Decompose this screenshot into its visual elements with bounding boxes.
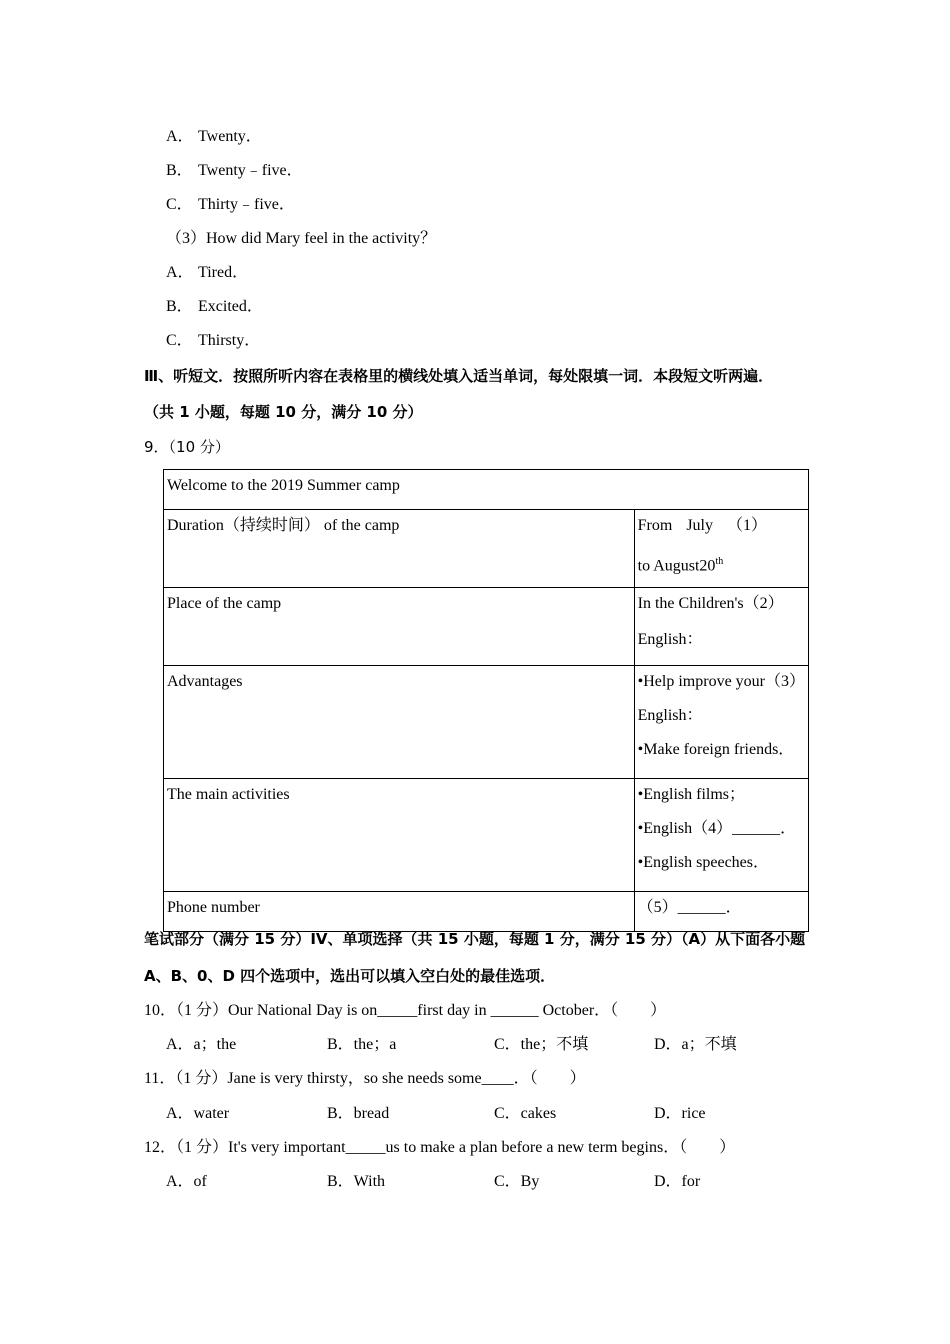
option-c — [166, 195, 295, 215]
choice-a: A．of — [166, 1173, 207, 1190]
option-text: Excited． — [198, 298, 263, 315]
question-stem: 12．（1 分）It's very important_____us to make a plan before a new term begins．（ ） — [144, 1139, 736, 1156]
choice-b: B．the；a — [327, 1036, 397, 1053]
cell-line: English： — [637, 707, 703, 724]
choice-d: D．a；不填 — [654, 1036, 737, 1053]
section-heading: 笔试部分（满分 15 分）IV、单项选择（共 15 小题，每题 1 分，满分 15 分）（A）从下面各小题 — [144, 930, 806, 948]
cell-text: to August20 — [637, 557, 716, 575]
option-label: B． — [166, 162, 193, 179]
sub-question-stem: （3）How did Mary feel in the activity？ — [166, 230, 437, 247]
option-label: C． — [166, 196, 193, 213]
question-number: 9．（10 分） — [144, 438, 230, 456]
section-instructions: A、B、0、D 四个选项中，选出可以填入空白处的最佳选项． — [144, 967, 556, 985]
section-heading-score: （共 1 小题，每题 10 分，满分 10 分） — [144, 403, 423, 421]
table-cell-phone-label: Phone number — [164, 892, 635, 932]
choice-a: A．water — [166, 1105, 230, 1122]
cell-line: •English films； — [637, 786, 746, 803]
choice-d: D．rice — [654, 1105, 706, 1122]
option-label: A． — [166, 128, 194, 145]
cell-line: English： — [637, 631, 703, 648]
option-c — [166, 331, 260, 351]
table-cell-duration-value — [634, 510, 808, 588]
choice-c: C．cakes — [494, 1105, 557, 1122]
option-text: Thirsty． — [198, 332, 261, 349]
choice-a: A．a；the — [166, 1036, 237, 1053]
question-stem: 10．（1 分）Our National Day is on_____first day in ______ October．（ ） — [144, 1002, 667, 1019]
table-cell-activities-value — [634, 779, 808, 892]
cell-line: （5）______． — [637, 899, 742, 916]
table-cell-duration-label: Duration（持续时间） of the camp — [164, 510, 635, 588]
cell-line: •Make foreign friends． — [637, 741, 795, 758]
option-text: Tired． — [198, 264, 249, 281]
cell-line: In the Children's（2） — [637, 595, 784, 612]
table-cell-advantages-label: Advantages — [164, 666, 635, 779]
table-cell-place-value — [634, 588, 808, 666]
option-label: A． — [166, 264, 194, 281]
option-text: Thirty﹣five． — [198, 196, 295, 213]
cell-line: From July （1） — [637, 517, 767, 534]
summer-camp-table — [163, 469, 809, 932]
superscript: th — [715, 556, 724, 567]
cell-line: •Help improve your（3） — [637, 673, 805, 690]
choice-d: D．for — [654, 1173, 701, 1190]
option-a — [166, 263, 248, 283]
table-cell-advantages-value — [634, 666, 808, 779]
option-b — [166, 297, 263, 317]
option-label: B． — [166, 298, 193, 315]
table-title: Welcome to the 2019 Summer camp — [164, 470, 809, 510]
cell-line: •English speeches． — [637, 854, 769, 871]
table-cell-place-label: Place of the camp — [164, 588, 635, 666]
table-cell-phone-value — [634, 892, 808, 932]
option-a — [166, 127, 262, 147]
section-heading: Ⅲ、听短文．按照所听内容在表格里的横线处填入适当单词，每处限填一词．本段短文听两遍． — [144, 367, 774, 385]
choice-c: C．the；不填 — [494, 1036, 589, 1053]
option-b — [166, 161, 303, 181]
question-stem: 11．（1 分）Jane is very thirsty，so she needs some____．（ ） — [144, 1070, 586, 1087]
cell-line: •English（4）______． — [637, 820, 797, 837]
choice-b: B．bread — [327, 1105, 390, 1122]
table-cell-activities-label: The main activities — [164, 779, 635, 892]
choice-b: B．With — [327, 1173, 386, 1190]
option-text: Twenty． — [198, 128, 262, 145]
option-text: Twenty﹣five． — [198, 162, 303, 179]
choice-c: C．By — [494, 1173, 540, 1190]
option-label: C． — [166, 332, 193, 349]
cell-line — [638, 552, 805, 576]
